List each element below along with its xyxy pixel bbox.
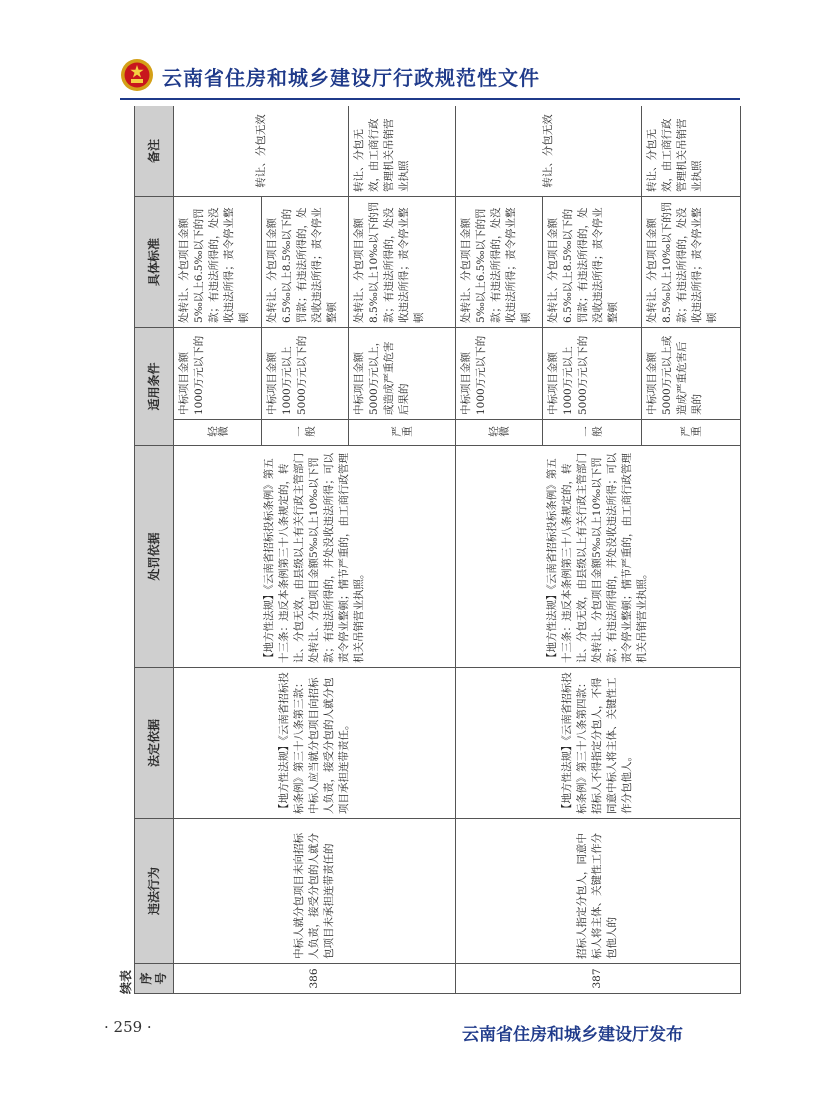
col-header-legal-basis: 法定依据 (135, 668, 174, 819)
continued-label: 续表 (119, 969, 133, 994)
row-seq: 386 (174, 964, 455, 994)
col-header-penalty-basis: 处罚依据 (135, 446, 174, 668)
level-label: 一般 (294, 426, 316, 438)
standard-cell: 处转让、分包项目金额5‰以上6.5‰以下的罚款；有违法所得的，处没收违法所得；责令停业整顿 (174, 196, 261, 327)
row-penalty-basis: 【地方性法规】《云南省招标投标条例》第五十三条：违反本条例第三十八条规定的，转让、分包无效，由县级以上有关行政主管部门处转让、分包项目金额5‰以上10‰以下罚款；有违法所得的，并处没收违法所得；可以责令停业整顿；情节严重的，由工商行政管理机关吊销营业执照。 (174, 446, 455, 668)
page-number: · 259 · (104, 1018, 152, 1036)
remark-cell: 转让、分包无效 (455, 106, 641, 196)
page-header (120, 58, 740, 94)
col-header-standard: 具体标准 (135, 196, 174, 327)
penalty-standards-table (134, 106, 741, 994)
level-cell (174, 420, 261, 446)
condition-cell: 中标项目金额5000万元以上或造成严重危害后果的 (641, 327, 740, 419)
col-header-seq: 序号 (135, 964, 174, 994)
level-label: 一般 (581, 426, 603, 438)
table-row (455, 106, 542, 994)
col-header-conditions: 适用条件 (135, 327, 174, 445)
row-legal-basis: 【地方性法规】《云南省招标投标条例》第三十八条第三款：中标人应当就分包项目向招标人负责，接受分包的人就分包项目承担连带责任。 (174, 668, 455, 819)
condition-cell: 中标项目金额5000万元以上，或造成严重危害后果的 (349, 327, 456, 419)
col-header-behavior: 违法行为 (135, 819, 174, 964)
rotated-table-area (118, 106, 741, 994)
col-header-remarks: 备注 (135, 106, 174, 196)
row-legal-basis: 【地方性法规】《云南省招标投标条例》第三十八条第四款：招标人不得指定分包人，不得同意中标人将主体、关键性工作分包他人。 (455, 668, 740, 819)
level-cell (455, 420, 542, 446)
level-cell (261, 420, 348, 446)
standard-cell: 处转让、分包项目金额8.5‰以上10‰以下的罚款；有违法所得的，处没收违法所得；责令停业整顿 (641, 196, 740, 327)
row-seq: 387 (455, 964, 740, 994)
level-label: 轻微 (488, 426, 510, 438)
header-rule (120, 98, 740, 100)
standard-cell: 处转让、分包项目金额6.5‰以上8.5‰以下的罚款；有违法所得的，处没收违法所得；责令停业整顿 (542, 196, 641, 327)
condition-cell: 中标项目金额1000万元以上5000万元以下的 (261, 327, 348, 419)
standard-cell: 处转让、分包项目金额8.5‰以上10‰以下的罚款；有违法所得的，处没收违法所得；责令停业整顿 (349, 196, 456, 327)
level-cell (641, 420, 740, 446)
table-header-row (135, 106, 174, 994)
level-label: 轻微 (207, 426, 229, 438)
standard-cell: 处转让、分包项目金额6.5‰以上8.5‰以下的罚款；有违法所得的，处没收违法所得；责令停业整顿 (261, 196, 348, 327)
standard-cell: 处转让、分包项目金额5‰以上6.5‰以下的罚款；有违法所得的，处没收违法所得；责令停业整顿 (455, 196, 542, 327)
level-label: 严重 (391, 426, 413, 438)
level-cell (349, 420, 456, 446)
level-label: 严重 (680, 426, 702, 438)
remark-cell: 转让、分包无效，由工商行政管理机关吊销营业执照 (641, 106, 740, 196)
document-series-title: 云南省住房和城乡建设厅行政规范性文件 (162, 66, 540, 90)
row-penalty-basis: 【地方性法规】《云南省招标投标条例》第五十三条：违反本条例第三十八条规定的，转让、分包无效，由县级以上有关行政主管部门处转让、分包项目金额5‰以上10‰以下罚款；有违法所得的，并处没收违法所得；可以责令停业整顿；情节严重的，由工商行政管理机关吊销营业执照。 (455, 446, 740, 668)
condition-cell: 中标项目金额1000万元以下的 (455, 327, 542, 419)
level-cell (542, 420, 641, 446)
remark-cell: 转让、分包无效 (174, 106, 349, 196)
remark-cell: 转让、分包无效，由工商行政管理机关吊销营业执照 (349, 106, 456, 196)
condition-cell: 中标项目金额1000万元以上5000万元以下的 (542, 327, 641, 419)
row-behavior: 招标人指定分包人，同意中标人将主体、关键性工作分包他人的 (455, 819, 740, 964)
national-emblem-icon (120, 58, 154, 92)
publisher-label: 云南省住房和城乡建设厅发布 (462, 1025, 683, 1045)
table-row (174, 106, 261, 994)
condition-cell: 中标项目金额1000万元以下的 (174, 327, 261, 419)
row-behavior: 中标人就分包项目未向招标人负责，接受分包的人就分包项目未承担连带责任的 (174, 819, 455, 964)
